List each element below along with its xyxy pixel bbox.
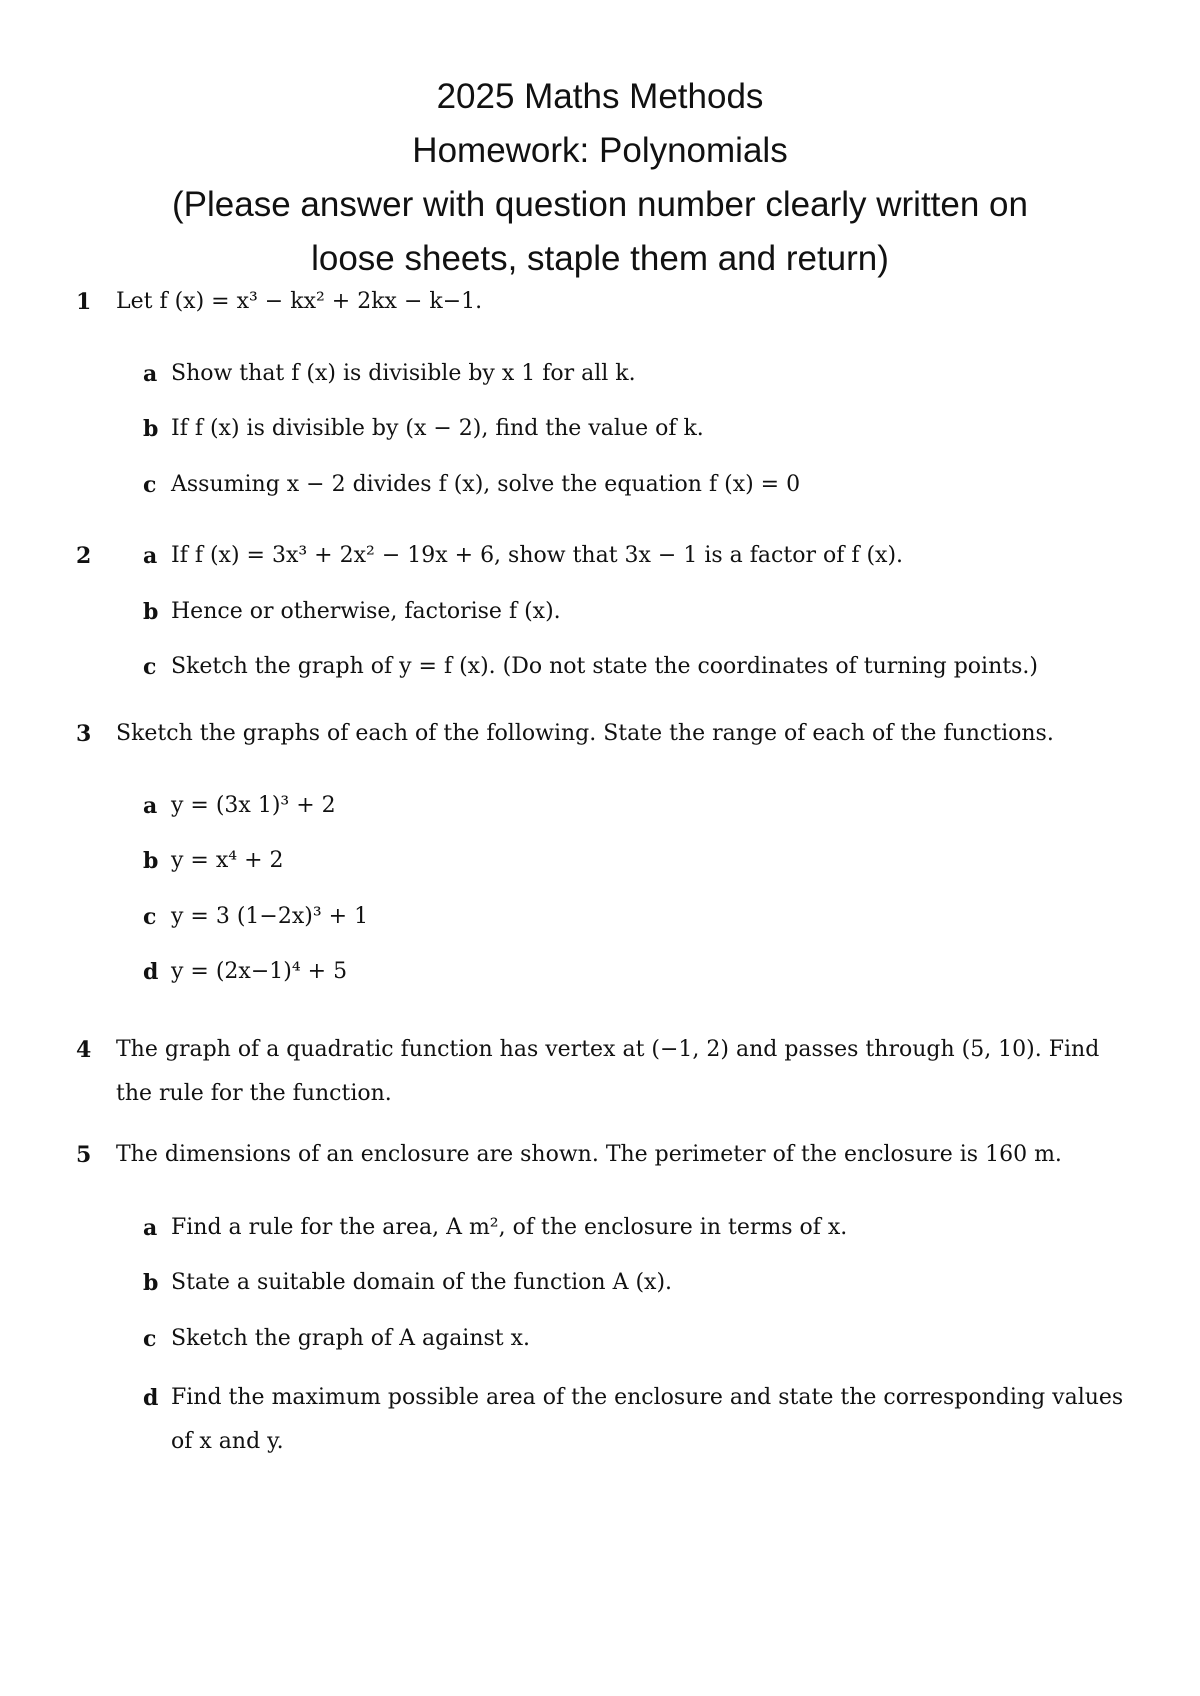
part-text: Find the maximum possible area of the enclosure and state the corresponding values of x and y. bbox=[171, 1385, 1124, 1454]
part-label: a bbox=[143, 1215, 158, 1241]
part-label: b bbox=[143, 848, 159, 874]
part-text: y = (3x 1)³ + 2 bbox=[171, 793, 336, 818]
part-label: b bbox=[143, 1270, 159, 1296]
part-text: Hence or otherwise, factorise f (x). bbox=[171, 599, 561, 624]
part-label: c bbox=[143, 472, 157, 498]
part-text: y = 3 (1−2x)³ + 1 bbox=[171, 904, 369, 929]
part-text: If f (x) is divisible by (x − 2), find the value of k. bbox=[171, 416, 704, 441]
part-text: Sketch the graph of A against x. bbox=[171, 1326, 531, 1351]
question-number: 4 bbox=[76, 1037, 92, 1063]
part-label: b bbox=[143, 416, 159, 442]
question-text: The dimensions of an enclosure are shown. The perimeter of the enclosure is 160 m. bbox=[116, 1142, 1062, 1167]
page-header bbox=[0, 70, 1200, 286]
part-text: Find a rule for the area, A m², of the enclosure in terms of x. bbox=[171, 1215, 848, 1240]
part-text: If f (x) = 3x³ + 2x² − 19x + 6, show that 3x − 1 is a factor of f (x). bbox=[171, 543, 904, 568]
question-text: Let f (x) = x³ − kx² + 2kx − k−1. bbox=[116, 289, 483, 314]
header-line-3: (Please answer with question number clearly written on bbox=[172, 185, 1028, 224]
part-text: y = x⁴ + 2 bbox=[171, 848, 284, 873]
part-label: b bbox=[143, 599, 159, 625]
part-text: Sketch the graph of y = f (x). (Do not state the coordinates of turning points.) bbox=[171, 654, 1038, 679]
question-number: 5 bbox=[76, 1142, 92, 1168]
question-text: Sketch the graphs of each of the following. State the range of each of the functions. bbox=[116, 721, 1054, 746]
header-line-1: 2025 Maths Methods bbox=[436, 77, 764, 116]
part-label: d bbox=[143, 959, 159, 985]
question-number: 3 bbox=[76, 721, 92, 747]
part-label: a bbox=[143, 543, 158, 569]
part-text: State a suitable domain of the function A (x). bbox=[171, 1270, 673, 1295]
part-text: y = (2x−1)⁴ + 5 bbox=[171, 959, 348, 984]
part-label: c bbox=[143, 654, 157, 680]
question-number: 2 bbox=[76, 543, 92, 569]
part-label: d bbox=[143, 1385, 159, 1411]
part-text: Show that f (x) is divisible by x 1 for all k. bbox=[171, 361, 636, 386]
part-label: a bbox=[143, 361, 158, 387]
part-label: a bbox=[143, 793, 158, 819]
part-label: c bbox=[143, 1326, 157, 1352]
part-text: Assuming x − 2 divides f (x), solve the equation f (x) = 0 bbox=[171, 472, 801, 497]
question-text: The graph of a quadratic function has vertex at (−1, 2) and passes through (5, 10). Find the rule for the function. bbox=[116, 1037, 1100, 1106]
header-line-2: Homework: Polynomials bbox=[412, 131, 788, 170]
header-line-4: loose sheets, staple them and return) bbox=[311, 239, 889, 278]
part-label: c bbox=[143, 904, 157, 930]
question-number: 1 bbox=[76, 289, 92, 315]
